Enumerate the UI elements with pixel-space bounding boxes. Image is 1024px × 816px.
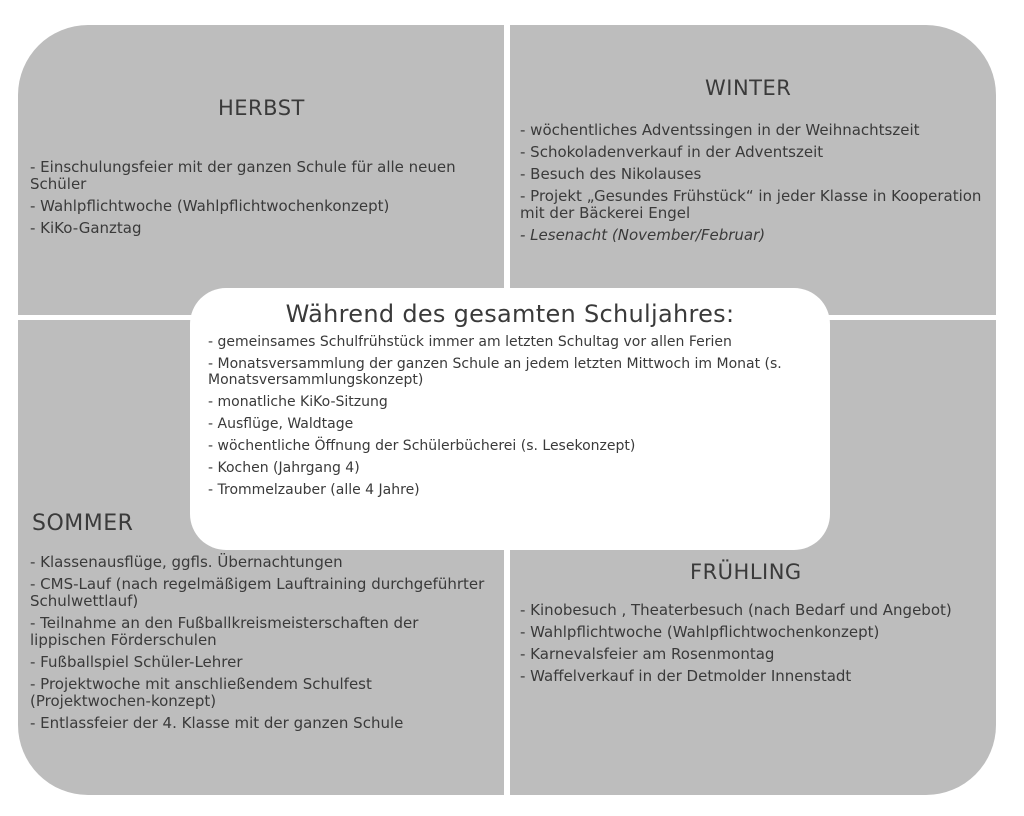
list-item: - wöchentliches Adventssingen in der Weihnachtszeit xyxy=(520,121,920,139)
quadrant-winter xyxy=(510,25,996,315)
list-item: - Wahlpflichtwoche (Wahlpflichtwochenkonzept) xyxy=(520,623,880,641)
list-item: - Karnevalsfeier am Rosenmontag xyxy=(520,645,775,663)
list-item: - Wahlpflichtwoche (Wahlpflichtwochenkonzept) xyxy=(30,197,390,215)
list-item: - Einschulungsfeier mit der ganzen Schule für alle neuen Schüler xyxy=(30,158,456,193)
list-item: - Kochen (Jahrgang 4) xyxy=(208,460,360,476)
list-item: - Teilnahme an den Fußballkreismeisterschaften der lippischen Förderschulen xyxy=(30,614,419,649)
center-box-whole-year xyxy=(190,288,830,550)
list-item: - monatliche KiKo-Sitzung xyxy=(208,394,388,410)
herbst-title: HERBST xyxy=(218,96,305,120)
fruehling-title: FRÜHLING xyxy=(690,560,802,584)
herbst-list xyxy=(30,159,490,242)
list-item: - Entlassfeier der 4. Klasse mit der ganzen Schule xyxy=(30,714,404,732)
winter-list xyxy=(520,122,990,249)
list-item: - gemeinsames Schulfrühstück immer am letzten Schultag vor allen Ferien xyxy=(208,334,732,350)
list-item: - Projekt „Gesundes Frühstück“ in jeder Klasse in Kooperation mit der Bäckerei Engel xyxy=(520,187,982,222)
center-list xyxy=(208,334,812,498)
list-item: - CMS-Lauf (nach regelmäßigem Lauftraining durchgeführter Schulwettlauf) xyxy=(30,575,485,610)
quadrant-herbst xyxy=(18,25,504,315)
list-item: - Klassenausflüge, ggfls. Übernachtungen xyxy=(30,553,343,571)
list-item: - Projektwoche mit anschließendem Schulfest (Projektwochen-konzept) xyxy=(30,675,372,710)
list-item: - Besuch des Nikolauses xyxy=(520,165,702,183)
list-item: - Kinobesuch , Theaterbesuch (nach Bedarf und Angebot) xyxy=(520,601,952,619)
list-item: - Trommelzauber (alle 4 Jahre) xyxy=(208,482,420,498)
list-item: - wöchentliche Öffnung der Schülerbücherei (s. Lesekonzept) xyxy=(208,438,636,454)
list-item: - Ausflüge, Waldtage xyxy=(208,416,354,432)
fruehling-list xyxy=(520,602,990,690)
center-title: Während des gesamten Schuljahres: xyxy=(285,300,735,328)
list-item: - Fußballspiel Schüler-Lehrer xyxy=(30,653,243,671)
sommer-list xyxy=(30,554,490,737)
list-item: - Schokoladenverkauf in der Adventszeit xyxy=(520,143,824,161)
sommer-title: SOMMER xyxy=(32,511,134,536)
list-item: - KiKo-Ganztag xyxy=(30,219,142,237)
winter-title: WINTER xyxy=(705,76,792,100)
list-item: - Lesenacht (November/Februar) xyxy=(520,226,766,244)
list-item: - Waffelverkauf in der Detmolder Innenstadt xyxy=(520,667,852,685)
list-item: - Monatsversammlung der ganzen Schule an jedem letzten Mittwoch im Monat (s. Monatsversammlungskonzept) xyxy=(208,356,782,388)
